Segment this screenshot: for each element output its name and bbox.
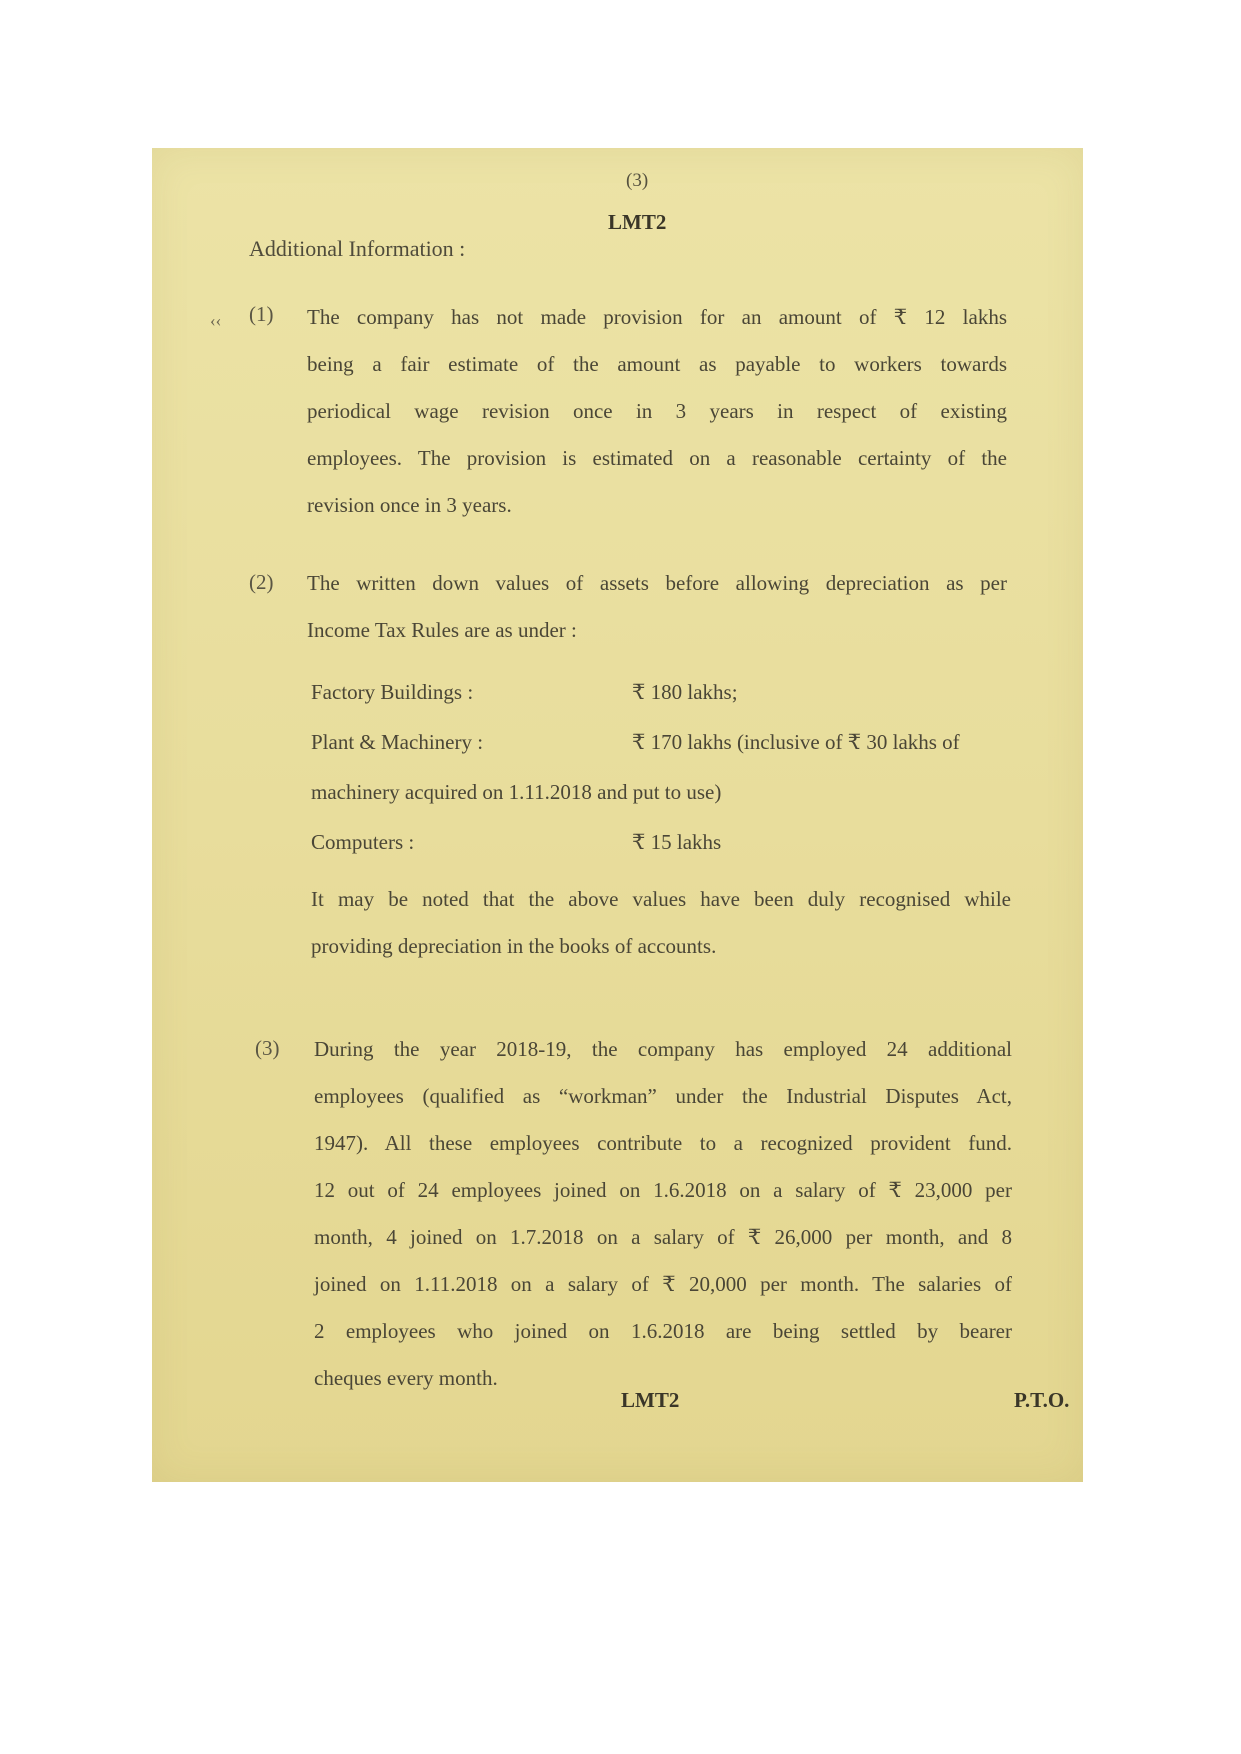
item-2-text xyxy=(307,560,1007,654)
asset-continuation: machinery acquired on 1.11.2018 and put to use) xyxy=(311,780,722,804)
asset-value-factory: ₹ 180 lakhs; xyxy=(632,680,738,704)
text-line: The company has not made provision for an amount of ₹ 12 lakhs xyxy=(307,305,1007,329)
text-line: It may be noted that the above values have been duly recognised while xyxy=(311,887,1011,911)
item-2-note xyxy=(311,876,1011,970)
text-line: 2 employees who joined on 1.6.2018 are being settled by bearer xyxy=(314,1319,1012,1343)
text-line: periodical wage revision once in 3 years in respect of existing xyxy=(307,399,1007,423)
text-line: employees. The provision is estimated on a reasonable certainty of the xyxy=(307,446,1007,470)
asset-label-computers: Computers : xyxy=(311,830,415,854)
section-heading: Additional Information : xyxy=(249,236,466,261)
text-line: 1947). All these employees contribute to a recognized provident fund. xyxy=(314,1131,1012,1155)
text-line: joined on 1.11.2018 on a salary of ₹ 20,000 per month. The salaries of xyxy=(314,1272,1012,1296)
paper-code-header: LMT2 xyxy=(608,210,667,234)
paper-code-footer: LMT2 xyxy=(621,1388,680,1412)
text-line: Income Tax Rules are as under : xyxy=(307,618,577,642)
asset-value-computers: ₹ 15 lakhs xyxy=(632,830,722,854)
text-line: employees (qualified as “workman” under the Industrial Disputes Act, xyxy=(314,1084,1012,1108)
text-line: The written down values of assets before allowing depreciation as per xyxy=(307,571,1007,595)
asset-label-plant: Plant & Machinery : xyxy=(311,730,484,754)
item-number-3: (3) xyxy=(255,1036,280,1060)
pto-label: P.T.O. xyxy=(1014,1388,1070,1412)
asset-label-factory: Factory Buildings : xyxy=(311,680,474,704)
text-line: revision once in 3 years. xyxy=(307,493,512,517)
item-number-2: (2) xyxy=(249,570,274,594)
text-line: cheques every month. xyxy=(314,1366,498,1390)
item-3-text xyxy=(314,1026,1012,1402)
text-line: providing depreciation in the books of accounts. xyxy=(311,934,717,958)
text-line: 12 out of 24 employees joined on 1.6.2018 on a salary of ₹ 23,000 per xyxy=(314,1178,1012,1202)
text-line: being a fair estimate of the amount as payable to workers towards xyxy=(307,352,1007,376)
text-line: month, 4 joined on 1.7.2018 on a salary of ₹ 26,000 per month, and 8 xyxy=(314,1225,1012,1249)
exam-page xyxy=(152,148,1083,1482)
page-number: (3) xyxy=(626,170,649,191)
asset-value-plant: ₹ 170 lakhs (inclusive of ₹ 30 lakhs of xyxy=(632,730,960,754)
item-1-text xyxy=(307,294,1007,529)
item-number-1: (1) xyxy=(249,302,274,326)
margin-marks: ‹‹ xyxy=(210,311,222,330)
text-line: During the year 2018-19, the company has employed 24 additional xyxy=(314,1037,1012,1061)
